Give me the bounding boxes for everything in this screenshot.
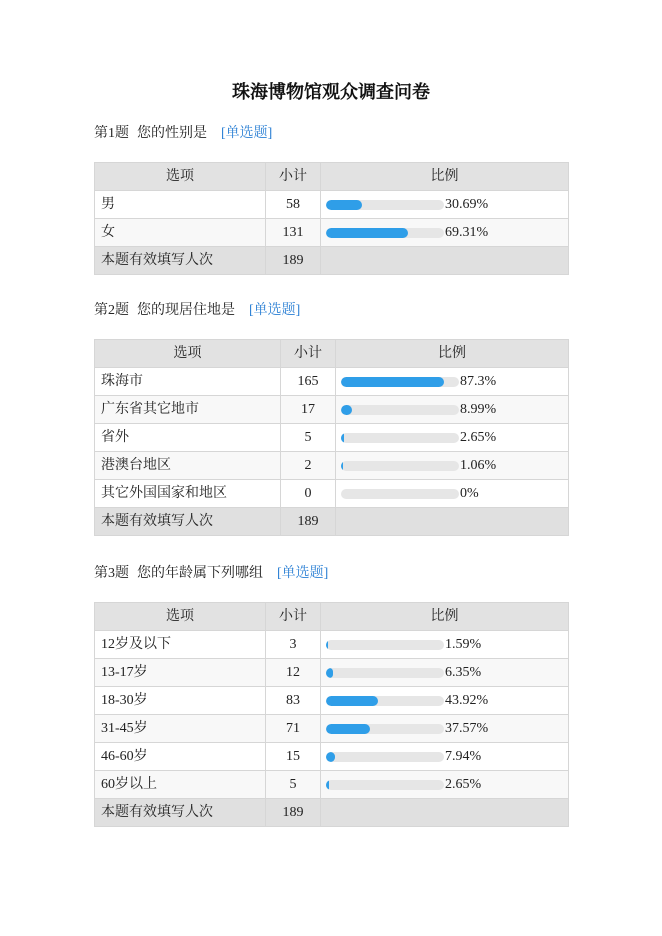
table-header-row — [95, 603, 569, 631]
percent-label: 2.65% — [460, 430, 497, 445]
question-text: 您的年龄属下列哪组 — [137, 566, 263, 581]
option-count: 58 — [266, 191, 321, 219]
table-row — [95, 480, 569, 508]
ratio-cell — [321, 191, 569, 219]
percent-label: 7.94% — [445, 749, 482, 764]
option-count: 2 — [281, 452, 336, 480]
percent-label: 69.31% — [445, 225, 489, 240]
total-count: 189 — [266, 799, 321, 827]
ratio-display — [321, 191, 568, 218]
total-row — [95, 247, 569, 275]
ratio-cell — [321, 659, 569, 687]
ratio-cell — [336, 368, 569, 396]
ratio-display — [336, 480, 568, 507]
progress-bar — [341, 461, 459, 471]
option-count: 165 — [281, 368, 336, 396]
total-empty-cell — [321, 247, 569, 275]
question-block — [94, 124, 568, 275]
table-row — [95, 191, 569, 219]
table-row — [95, 743, 569, 771]
option-label: 女 — [95, 219, 266, 247]
option-label: 60岁以上 — [95, 771, 266, 799]
table-row — [95, 687, 569, 715]
ratio-cell — [321, 219, 569, 247]
option-count: 15 — [266, 743, 321, 771]
table-row — [95, 659, 569, 687]
table-header-row — [95, 163, 569, 191]
column-header: 比例 — [321, 603, 569, 631]
table-row — [95, 396, 569, 424]
question-header — [94, 124, 568, 144]
ratio-display — [321, 687, 568, 714]
progress-bar-fill — [341, 461, 343, 471]
total-count: 189 — [281, 508, 336, 536]
ratio-cell — [336, 480, 569, 508]
progress-bar — [341, 433, 459, 443]
table-row — [95, 219, 569, 247]
question-number: 第1题 — [94, 126, 129, 141]
ratio-display — [336, 368, 568, 395]
stats-table — [94, 602, 569, 827]
progress-bar-fill — [326, 200, 362, 210]
option-count: 12 — [266, 659, 321, 687]
column-header: 选项 — [95, 603, 266, 631]
question-type-link[interactable]: [单选题] — [221, 126, 273, 141]
ratio-cell — [321, 631, 569, 659]
ratio-cell — [336, 424, 569, 452]
progress-bar-fill — [341, 377, 444, 387]
progress-bar-fill — [326, 668, 333, 678]
total-row — [95, 799, 569, 827]
table-header-row — [95, 340, 569, 368]
column-header: 比例 — [321, 163, 569, 191]
table-row — [95, 771, 569, 799]
option-count: 71 — [266, 715, 321, 743]
total-empty-cell — [321, 799, 569, 827]
question-text: 您的现居住地是 — [137, 303, 235, 318]
percent-label: 37.57% — [445, 721, 489, 736]
table-row — [95, 631, 569, 659]
question-header — [94, 301, 568, 321]
progress-bar — [341, 377, 459, 387]
option-label: 其它外国国家和地区 — [95, 480, 281, 508]
ratio-display — [321, 659, 568, 686]
progress-bar — [326, 640, 444, 650]
progress-bar-fill — [326, 780, 329, 790]
percent-label: 1.06% — [460, 458, 497, 473]
column-header: 选项 — [95, 340, 281, 368]
column-header: 小计 — [281, 340, 336, 368]
progress-bar — [326, 724, 444, 734]
progress-bar — [326, 752, 444, 762]
ratio-display — [336, 452, 568, 479]
total-label: 本题有效填写人次 — [95, 247, 266, 275]
total-empty-cell — [336, 508, 569, 536]
ratio-display — [321, 771, 568, 798]
ratio-cell — [321, 771, 569, 799]
option-count: 5 — [266, 771, 321, 799]
progress-bar-fill — [326, 696, 378, 706]
question-number: 第2题 — [94, 303, 129, 318]
option-label: 31-45岁 — [95, 715, 266, 743]
progress-bar-fill — [326, 724, 370, 734]
column-header: 小计 — [266, 603, 321, 631]
progress-bar-fill — [341, 433, 344, 443]
ratio-cell — [336, 396, 569, 424]
column-header: 小计 — [266, 163, 321, 191]
total-label: 本题有效填写人次 — [95, 799, 266, 827]
question-type-link[interactable]: [单选题] — [277, 566, 329, 581]
ratio-cell — [336, 452, 569, 480]
question-type-link[interactable]: [单选题] — [249, 303, 301, 318]
column-header: 比例 — [336, 340, 569, 368]
question-text: 您的性别是 — [137, 126, 207, 141]
option-count: 5 — [281, 424, 336, 452]
progress-bar — [341, 405, 459, 415]
ratio-display — [336, 424, 568, 451]
column-header: 选项 — [95, 163, 266, 191]
table-row — [95, 368, 569, 396]
ratio-display — [336, 396, 568, 423]
progress-bar — [326, 696, 444, 706]
total-count: 189 — [266, 247, 321, 275]
option-count: 3 — [266, 631, 321, 659]
stats-table — [94, 339, 569, 536]
question-block — [94, 301, 568, 536]
table-row — [95, 424, 569, 452]
progress-bar — [326, 200, 444, 210]
progress-bar-fill — [326, 640, 328, 650]
progress-bar — [326, 228, 444, 238]
percent-label: 30.69% — [445, 197, 489, 212]
ratio-display — [321, 219, 568, 246]
stats-table — [94, 162, 569, 275]
option-label: 省外 — [95, 424, 281, 452]
percent-label: 1.59% — [445, 637, 482, 652]
option-label: 13-17岁 — [95, 659, 266, 687]
option-count: 17 — [281, 396, 336, 424]
question-block — [94, 564, 568, 827]
option-count: 0 — [281, 480, 336, 508]
option-label: 男 — [95, 191, 266, 219]
ratio-cell — [321, 687, 569, 715]
percent-label: 43.92% — [445, 693, 489, 708]
percent-label: 8.99% — [460, 402, 497, 417]
progress-bar — [341, 489, 459, 499]
table-row — [95, 452, 569, 480]
total-label: 本题有效填写人次 — [95, 508, 281, 536]
option-label: 广东省其它地市 — [95, 396, 281, 424]
ratio-cell — [321, 715, 569, 743]
option-label: 18-30岁 — [95, 687, 266, 715]
option-label: 46-60岁 — [95, 743, 266, 771]
progress-bar — [326, 780, 444, 790]
option-count: 83 — [266, 687, 321, 715]
percent-label: 6.35% — [445, 665, 482, 680]
progress-bar-fill — [341, 405, 352, 415]
page-title: 珠海博物馆观众调查问卷 — [232, 82, 430, 102]
ratio-cell — [321, 743, 569, 771]
option-count: 131 — [266, 219, 321, 247]
ratio-display — [321, 715, 568, 742]
progress-bar — [326, 668, 444, 678]
progress-bar-fill — [326, 228, 408, 238]
ratio-display — [321, 631, 568, 658]
ratio-display — [321, 743, 568, 770]
percent-label: 87.3% — [460, 374, 497, 389]
percent-label: 0% — [460, 486, 479, 501]
table-row — [95, 715, 569, 743]
option-label: 12岁及以下 — [95, 631, 266, 659]
option-label: 港澳台地区 — [95, 452, 281, 480]
option-label: 珠海市 — [95, 368, 281, 396]
percent-label: 2.65% — [445, 777, 482, 792]
progress-bar-fill — [326, 752, 335, 762]
total-row — [95, 508, 569, 536]
question-header — [94, 564, 568, 584]
question-number: 第3题 — [94, 566, 129, 581]
